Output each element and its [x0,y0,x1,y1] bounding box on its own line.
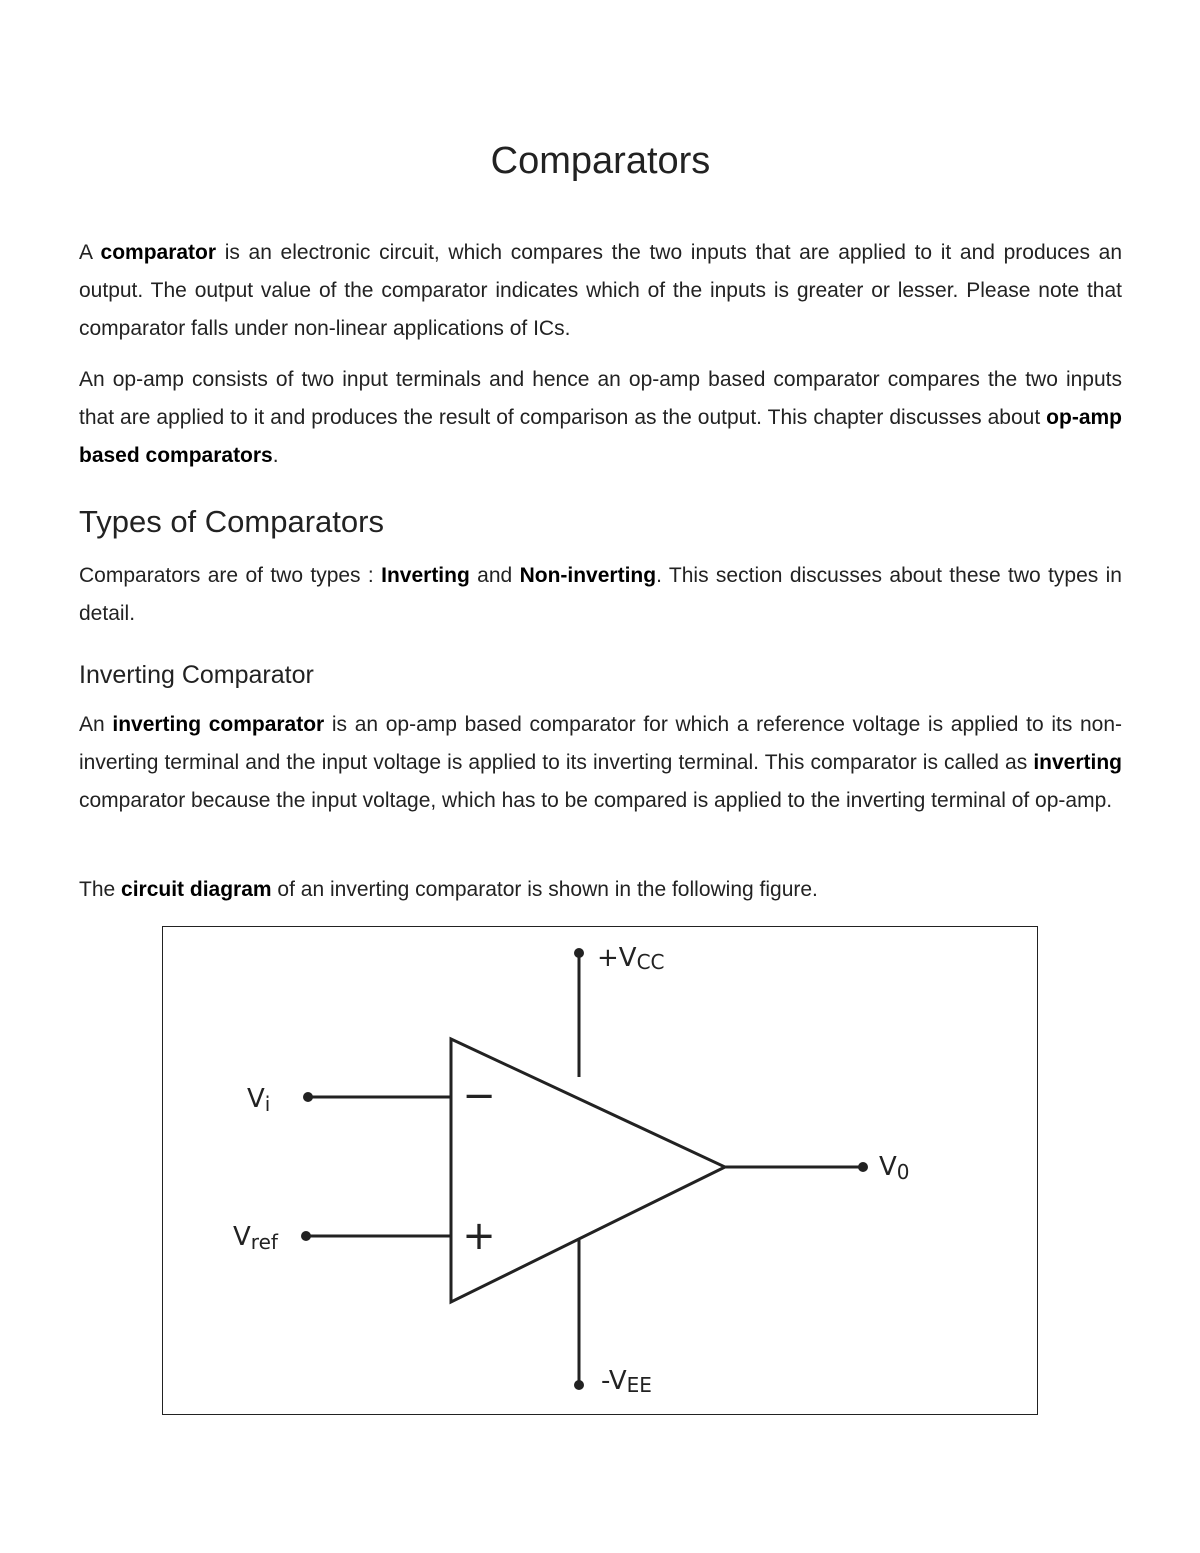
types-paragraph: Comparators are of two types : Inverting and Non-inverting. This section discusses about these two types in detail. [79,564,1122,625]
inverting-minus-sign: − [462,1073,496,1119]
vi-label: Vi [247,1084,271,1116]
bold-term: inverting comparator [112,713,325,736]
inverting-paragraph-1: An inverting comparator is an op-amp based comparator for which a reference voltage is applied to its non-inverting terminal and the input voltage is applied to its inverting terminal. This comparator is called as inverting comparator because the input voltage, which has to be compared is applied to the inverting terminal of op-amp. [79,713,1123,812]
non-inverting-plus-sign: + [462,1213,496,1259]
vref-label: Vref [233,1222,278,1254]
vee-label: -VEE [601,1366,652,1397]
intro-paragraph-2: An op-amp consists of two input terminals and hence an op-amp based comparator compares the two inputs that are applied to it and produces the result of comparison as the output. This chapter discusses about op-amp based comparators. [79,368,1122,467]
circuit-svg [163,927,1039,1416]
vo-label: V0 [879,1152,910,1184]
bold-term: comparator [100,241,217,264]
bold-term: inverting [1033,751,1122,774]
bold-term: Inverting [381,564,470,587]
inverting-paragraph-2: The circuit diagram of an inverting comparator is shown in the following figure. [79,878,818,901]
subsection-heading-inverting: Inverting Comparator [79,661,314,689]
bold-term: Non-inverting [519,564,657,587]
vo-terminal-dot [858,1162,868,1172]
section-heading-types: Types of Comparators [79,504,384,539]
vee-terminal-dot [574,1380,584,1390]
vref-terminal-dot [301,1231,311,1241]
vcc-terminal-dot [574,948,584,958]
vcc-label: +VCC [597,943,665,974]
page-title: Comparators [490,140,711,182]
intro-paragraph-1: A comparator is an electronic circuit, which compares the two inputs that are applied to it and produces an output. The output value of the comparator indicates which of the inputs is greater or lesser. Please note that comparator falls under non-linear applications of ICs. [79,241,1123,340]
bold-term: circuit diagram [121,878,272,901]
inverting-comparator-circuit-diagram [162,926,1038,1415]
vi-terminal-dot [303,1092,313,1102]
bold-term: op-amp based comparators [79,406,1122,467]
